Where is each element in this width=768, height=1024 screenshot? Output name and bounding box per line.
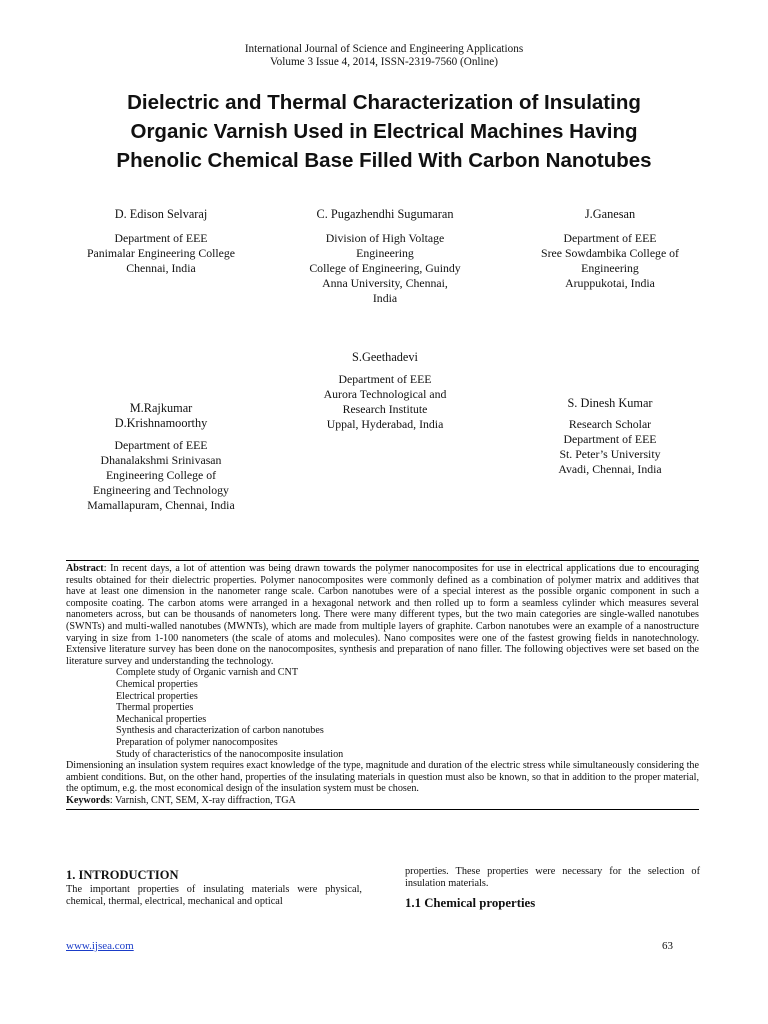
author-name: D.Krishnamoorthy [114,416,208,430]
affiliation-line: Research Institute [342,402,428,416]
journal-name: International Journal of Science and Engineering Applications [244,43,524,55]
page-number: 63 [662,940,673,952]
affiliation-line: Chennai, India [126,261,196,275]
affiliation-line: Mamallapuram, Chennai, India [87,498,235,512]
affiliation-line: Division of High Voltage [325,231,445,245]
objective-item: Electrical properties [116,690,198,702]
objective-item: Thermal properties [116,702,194,714]
author-block [505,207,715,291]
author-name: S. Dinesh Kumar [567,396,653,410]
affiliation-line: Department of EEE [114,231,208,245]
right-column [405,866,700,909]
affiliation-line: Department of EEE [563,231,657,245]
affiliation-line: Dhanalakshmi Srinivasan [100,453,222,467]
author-name: C. Pugazhendhi Sugumaran [316,207,454,221]
affiliation-line: Engineering College of [105,468,217,482]
abstract-label: Abstract [66,563,104,574]
paper-title [40,88,728,175]
journal-volume: Volume 3 Issue 4, 2014, ISSN-2319-7560 (Online) [270,56,498,68]
objective-item: Chemical properties [116,678,198,690]
introduction-text: The important properties of insulating materials were physical, chemical, thermal, electrical, mechanical and optical [66,883,362,907]
affiliation-line: Aruppukotai, India [565,276,655,290]
title-line: Organic Varnish Used in Electrical Machines Having [130,120,638,143]
title-line: Dielectric and Thermal Characterization of Insulating [127,91,641,114]
objective-item: Study of characteristics of the nanocomposite insulation [116,748,344,760]
left-column [66,870,362,907]
affiliation-line: Research Scholar [568,417,652,431]
author-name: S.Geethadevi [352,350,418,364]
section-heading-introduction: 1. INTRODUCTION [66,868,179,882]
affiliation-line: India [372,291,398,305]
affiliation-line: Department of EEE [563,432,657,446]
affiliation-line: Department of EEE [114,438,208,452]
abstract-section [66,560,699,810]
author-name: D. Edison Selvaraj [114,207,208,221]
author-block [280,350,490,432]
journal-website-link[interactable]: www.ijsea.com [66,940,134,952]
objective-item: Synthesis and characterization of carbon nanotubes [116,725,324,737]
affiliation-line: Engineering and Technology [93,483,229,497]
author-block [280,207,490,306]
affiliation-line: St. Peter’s University [559,447,661,461]
title-line: Phenolic Chemical Base Filled With Carbon Nanotubes [116,149,652,172]
affiliation-line: College of Engineering, Guindy [309,261,461,275]
affiliation-line: Avadi, Chennai, India [558,462,662,476]
affiliation-line: Sree Sowdambika College of [541,246,679,260]
affiliation-line: Engineering [581,261,639,275]
author-block [56,401,266,513]
author-block [56,207,266,276]
affiliation-line: Anna University, Chennai, [322,276,448,290]
affiliation-line: Department of EEE [338,372,432,386]
subsection-heading-chemical-properties: 1.1 Chemical properties [405,895,536,910]
author-name: J.Ganesan [584,207,636,221]
affiliation-line: Engineering [356,246,414,260]
abstract-paragraph [66,563,699,667]
abstract-closing: Dimensioning an insulation system requires exact knowledge of the type, magnitude and duration of the electric stress while simultaneously considering the ambient conditions. But, on the other hand, properties of the insulating materials in question must also be known, so that in addition to the proper material, the optimum, e.g. the most economical design of the insulation system must be chosen. [66,760,699,795]
affiliation-line: Panimalar Engineering College [86,246,236,260]
keywords-line [66,795,699,807]
affiliation-line: Aurora Technological and [323,387,447,401]
objectives-list [66,667,699,760]
objective-item: Preparation of polymer nanocomposites [116,736,278,748]
author-block [505,396,715,477]
abstract-text: : In recent days, a lot of attention was being drawn towards the polymer nanocomposites for use in electrical applications due to encouraging results obtained for their dielectric properties. Polymer nanocomposites were commonly defined as a combination of polymer matrix and additives that have at least one dimension in the nanometer range scale. Carbon nanotubes were of a special interest as the possible organic component in such a composite coating. The carbon atoms were arranged in a hexagonal network and then rolled up to form a seamless cylinder which measures several nanometers across, but can be thousands of nanometers long. There were many different types, but the two main categories are single-walled nanotubes (SWNTs) and multi-walled nanotubes (MWNTs), which are made from multiple layers of graphite. Carbon nanotubes were an example of a nanostructure varying in size from 1-100 nanometers (the scale of atoms and molecules). Nano composites were one of the fastest growing fields in nanotechnology. Extensive literature survey has been done on the nanocomposites, synthesis and preparation of nano filler. The following objectives were set based on the literature survey and understanding the technology. [66,563,699,667]
objective-item: Complete study of Organic varnish and CNT [116,667,299,679]
objective-item: Mechanical properties [116,713,207,725]
keywords-text: : Varnish, CNT, SEM, X-ray diffraction, TGA [109,794,296,806]
right-column-text: properties. These properties were necessary for the selection of insulation materials. [405,866,700,889]
affiliation-line: Uppal, Hyderabad, India [326,417,444,431]
keywords-label: Keywords [66,794,110,806]
journal-header [0,43,768,69]
author-name: M.Rajkumar [129,401,193,415]
